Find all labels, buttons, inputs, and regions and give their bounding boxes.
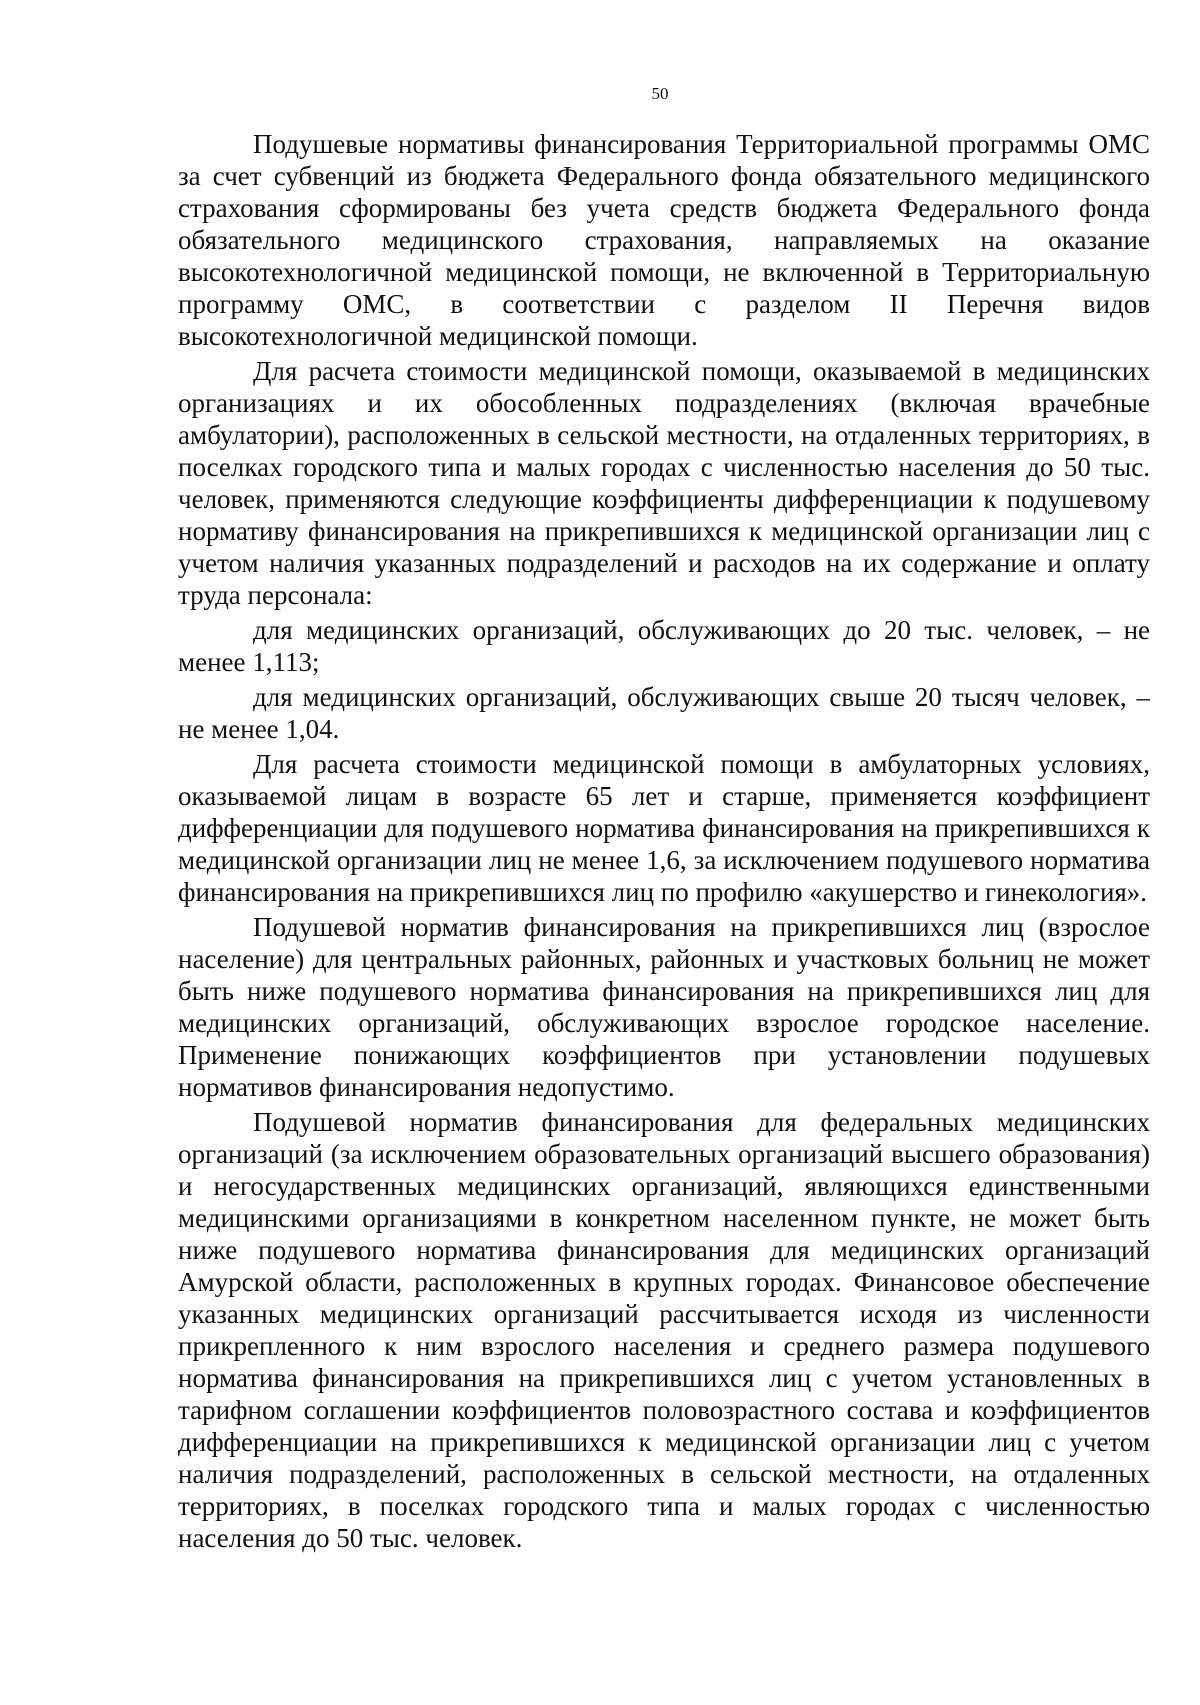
paragraph-coefficient-over-20k: для медицинских организаций, обслуживающих свыше 20 тысяч человек, – не менее 1,04. xyxy=(178,682,1150,744)
paragraph-rural-coefficients: Для расчета стоимости медицинской помощи, оказываемой в медицинских организациях и их обособленных подразделениях (включая врачебные амбулатории), расположенных в сельской местности, на отдаленных территориях, в поселках городского типа и малых городах с численностью населения до 50 тыс. человек, применяются следующие коэффициенты дифференциации к подушевому нормативу финансирования на прикрепившихся к медицинской организации лиц с учетом наличия указанных подразделений и расходов на их содержание и оплату труда персонала: xyxy=(178,356,1150,610)
paragraph-age-65-coefficient: Для расчета стоимости медицинской помощи в амбулаторных условиях, оказываемой лицам в возрасте 65 лет и старше, применяется коэффициент дифференциации для подушевого норматива финансирования на прикрепившихся к медицинской организации лиц не менее 1,6, за исключением подушевого норматива финансирования на прикрепившихся лиц по профилю «акушерство и гинекология». xyxy=(178,749,1150,907)
paragraph-subsidy-standards: Подушевые нормативы финансирования Территориальной программы ОМС за счет субвенций из бюджета Федерального фонда обязательного медицинского страхования сформированы без учета средств бюджета Федерального фонда обязательного медицинского страхования, направляемых на оказание высокотехнологичной медицинской помощи, не включенной в Территориальную программу ОМС, в соответствии с разделом II Перечня видов высокотехнологичной медицинской помощи. xyxy=(178,129,1150,351)
paragraph-adult-population-standard: Подушевой норматив финансирования на прикрепившихся лиц (взрослое население) для центральных районных, районных и участковых больниц не может быть ниже подушевого норматива финансирования на прикрепившихся лиц для медицинских организаций, обслуживающих взрослое городское население. Применение понижающих коэффициентов при установлении подушевых нормативов финансирования недопустимо. xyxy=(178,912,1150,1102)
paragraph-coefficient-under-20k: для медицинских организаций, обслуживающих до 20 тыс. человек, – не менее 1,113; xyxy=(178,615,1150,677)
page-number: 50 xyxy=(651,84,669,103)
document-body xyxy=(178,128,1150,1557)
paragraph-federal-organizations: Подушевой норматив финансирования для федеральных медицинских организаций (за исключением образовательных организаций высшего образования) и негосударственных медицинских организаций, являющихся единственными медицинскими организациями в конкретном населенном пункте, не может быть ниже подушевого норматива финансирования для медицинских организаций Амурской области, расположенных в крупных городах. Финансовое обеспечение указанных медицинских организаций рассчитывается исходя из численности прикрепленного к ним взрослого населения и среднего размера подушевого норматива финансирования на прикрепившихся лиц с учетом установленных в тарифном соглашении коэффициентов половозрастного состава и коэффициентов дифференциации на прикрепившихся к медицинской организации лиц с учетом наличия подразделений, расположенных в сельской местности, на отдаленных территориях, в поселках городского типа и малых городах с численностью населения до 50 тыс. человек. xyxy=(178,1107,1150,1553)
